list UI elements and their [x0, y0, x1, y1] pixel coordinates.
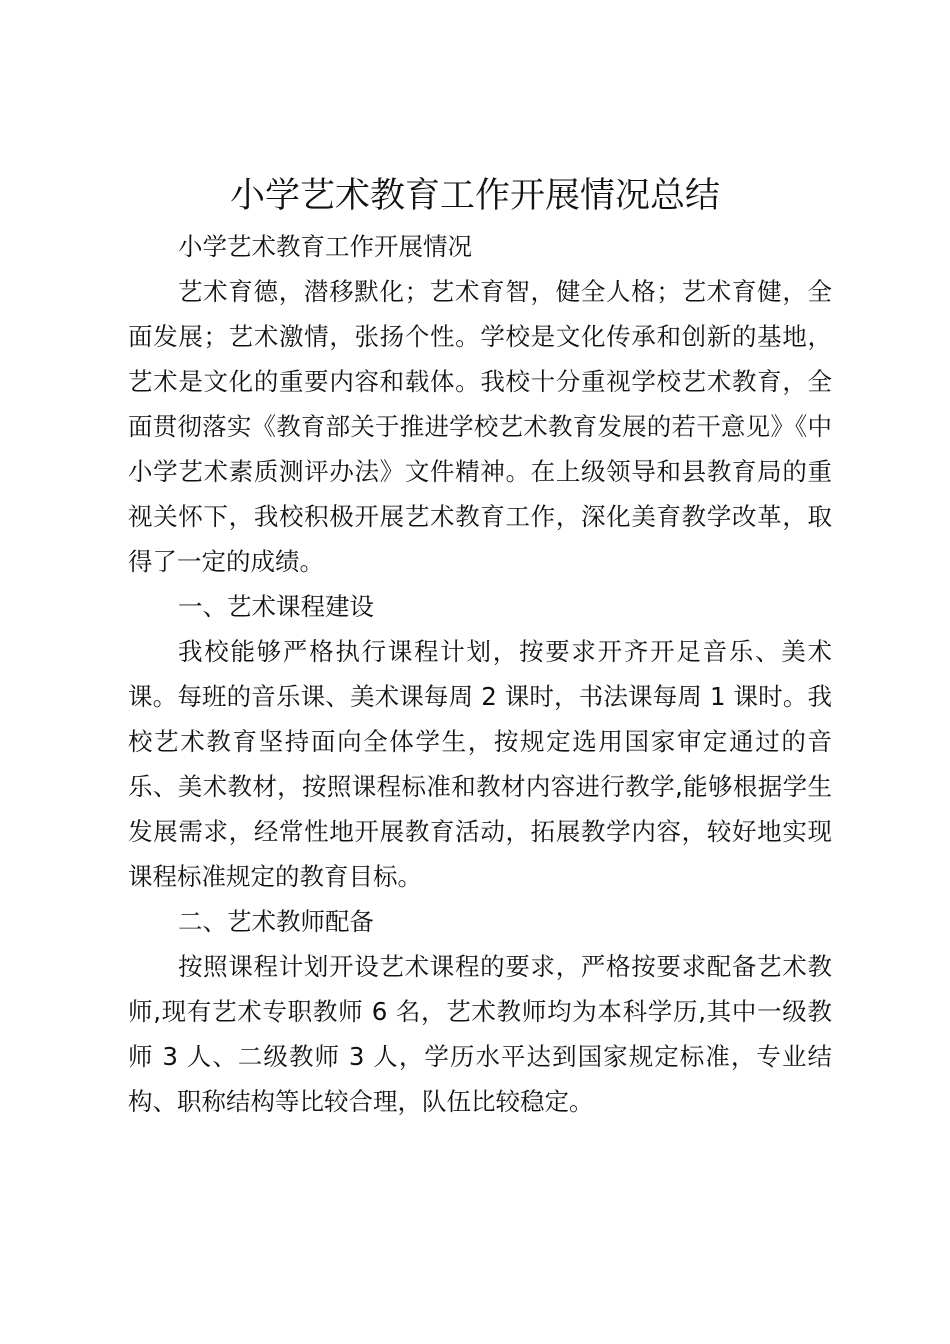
intro-paragraph: 艺术育德，潜移默化；艺术育智，健全人格；艺术育健，全面发展；艺术激情，张扬个性。学校是文化传承和创新的基地，艺术是文化的重要内容和载体。我校十分重视学校艺术教育，全面贯彻落实《教育部关于推进学校艺术教育发展的若干意见》《中小学艺术素质测评办法》文件精神。在上级领导和县教育局的重视关怀下，我校积极开展艺术教育工作，深化美育教学改革，取得了一定的成绩。 — [128, 277, 832, 576]
document-body — [128, 224, 832, 1124]
section-heading-curriculum: 一、艺术课程建设 — [178, 592, 374, 621]
document-title: 小学艺术教育工作开展情况总结 — [229, 176, 720, 216]
curriculum-paragraph: 我校能够严格执行课程计划，按要求开齐开足音乐、美术课。每班的音乐课、美术课每周 2 课时，书法课每周 1 课时。我校艺术教育坚持面向全体学生，按规定选用国家审定通过的音乐、美术教材，按照课程标准和教材内容进行教学,能够根据学生发展需求，经常性地开展教育活动，拓展教学内容，较好地实现课程标准规定的教育目标。 — [128, 637, 832, 891]
section-heading-teachers: 二、艺术教师配备 — [178, 907, 374, 936]
teachers-paragraph: 按照课程计划开设艺术课程的要求，严格按要求配备艺术教师,现有艺术专职教师 6 名，艺术教师均为本科学历,其中一级教师 3 人、二级教师 3 人，学历水平达到国家规定标准，专业结构、职称结构等比较合理，队伍比较稳定。 — [128, 952, 832, 1116]
subtitle-paragraph: 小学艺术教育工作开展情况 — [178, 232, 472, 261]
